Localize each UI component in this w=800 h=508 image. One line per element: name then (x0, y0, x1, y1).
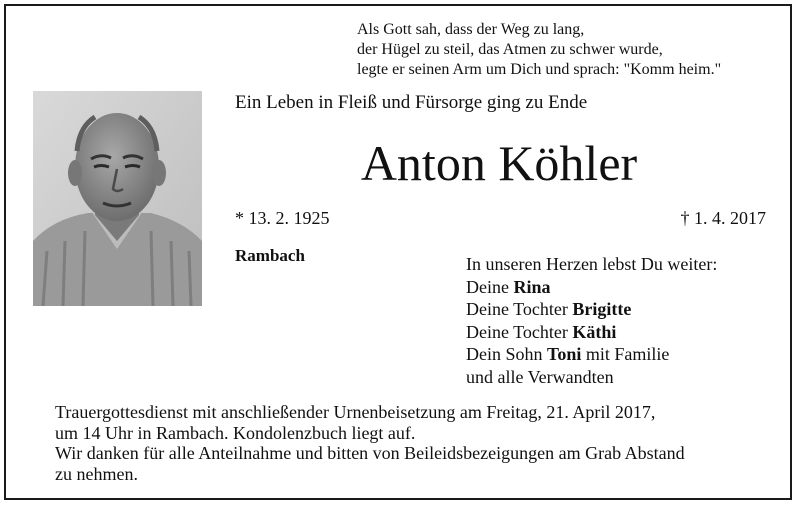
notice-line: Wir danken für alle Anteilnahme und bitten von Beileidsbezeigungen am Grab Abstand (55, 443, 685, 463)
survivor-name: Toni (547, 344, 582, 364)
birth-date: * 13. 2. 1925 (235, 208, 330, 228)
survivors-heading: In unseren Herzen lebst Du weiter: (466, 254, 718, 274)
poem-line: legte er seinen Arm um Dich und sprach: "Komm heim." (357, 61, 722, 78)
relation-suffix: mit Familie (581, 344, 670, 364)
survivor-line (466, 276, 717, 299)
notice-line: Trauergottesdienst mit anschließender Urnenbeisetzung am Freitag, 21. April 2017, (55, 402, 656, 422)
portrait-photo (33, 91, 202, 306)
notice-line: zu nehmen. (55, 463, 138, 484)
intro-line: Ein Leben in Fleiß und Fürsorge ging zu Ende (235, 92, 588, 113)
relation-label: Deine Tochter (466, 321, 573, 342)
survivor-name: Rina (513, 276, 551, 297)
survivor-name: Käthi (572, 321, 617, 342)
poem (357, 20, 721, 80)
relation-label: Dein Sohn (466, 344, 547, 364)
notice-line: um 14 Uhr in Rambach. Kondolenzbuch liegt auf. (55, 422, 416, 443)
survivors-closing: und alle Verwandten (466, 366, 614, 387)
survivor-line (466, 343, 717, 366)
survivor-line (466, 321, 717, 344)
deceased-name: Anton Köhler (360, 135, 638, 191)
poem-line: Als Gott sah, dass der Weg zu lang, (357, 21, 585, 38)
funeral-notice (55, 402, 775, 484)
relation-label: Deine Tochter (466, 299, 573, 319)
place-name: Rambach (235, 246, 305, 265)
survivors-list (466, 253, 717, 388)
relation-label: Deine (466, 276, 514, 297)
survivor-name: Brigitte (572, 299, 632, 319)
poem-line: der Hügel zu steil, das Atmen zu schwer wurde, (357, 41, 663, 58)
death-date: † 1. 4. 2017 (680, 208, 766, 228)
survivor-line (466, 298, 717, 321)
